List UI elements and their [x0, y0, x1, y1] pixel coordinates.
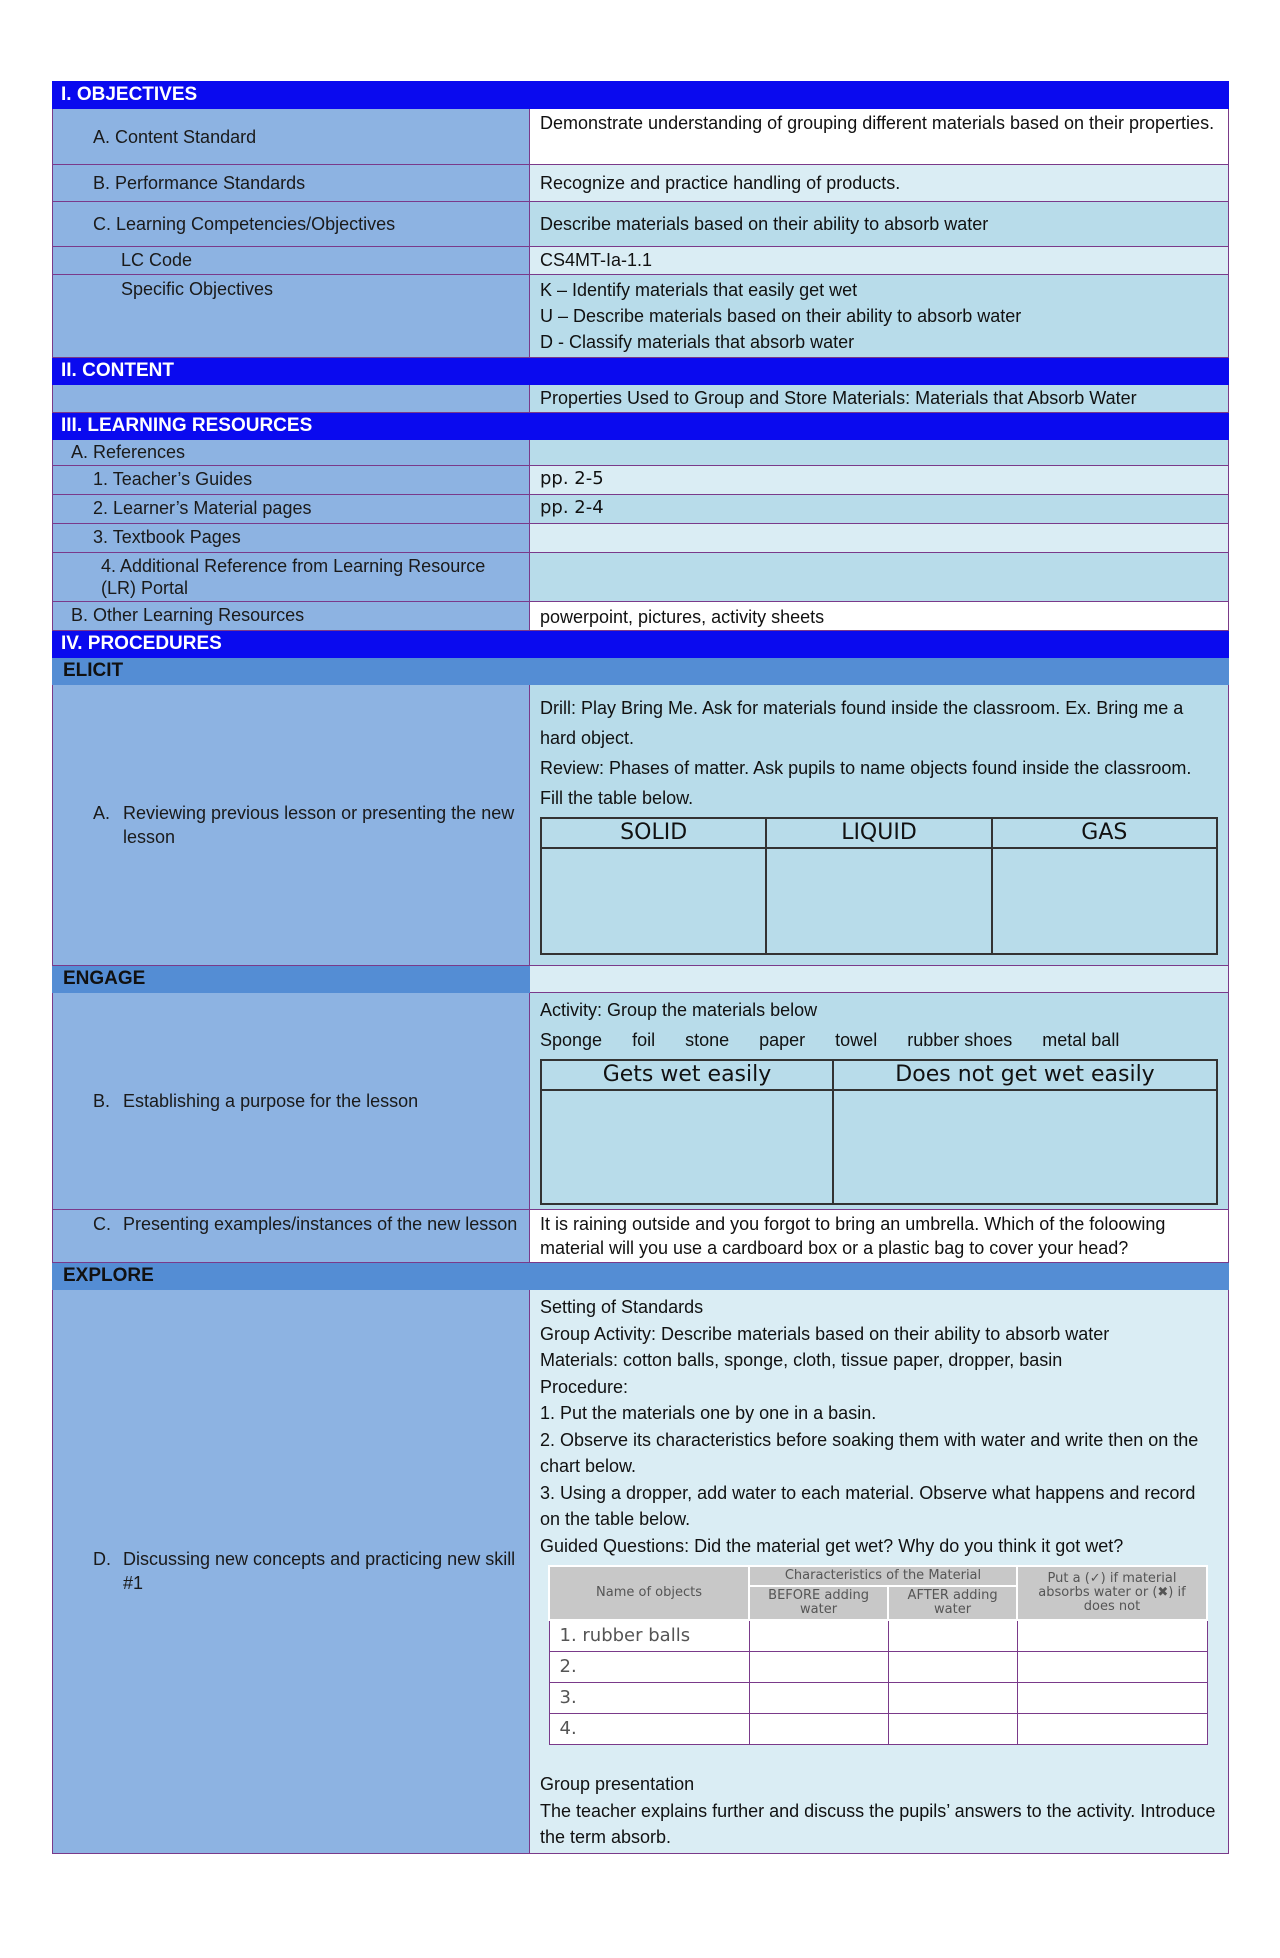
setting-standards: Setting of Standards	[540, 1297, 704, 1317]
references-value-empty	[530, 440, 1229, 466]
elicit-heading: ELICIT	[53, 658, 1229, 685]
engage-c-label	[53, 1210, 530, 1263]
row-content	[53, 385, 1229, 413]
procedure-label: Procedure:	[540, 1376, 629, 1397]
chart-row	[549, 1620, 1207, 1652]
material-item: Sponge	[540, 1030, 603, 1050]
lesson-plan-document	[52, 81, 1228, 1854]
chart-row	[549, 1714, 1207, 1745]
chart-before-header: BEFORE adding water	[749, 1586, 888, 1620]
review-text: Review: Phases of matter. Ask pupils to name objects found inside the classroom. Fill the table below.	[540, 758, 1192, 808]
chart-row-label: 2.	[549, 1652, 749, 1683]
elicit-a-number: A.	[93, 803, 111, 823]
specific-objectives-label: Specific Objectives	[53, 275, 530, 358]
material-item: rubber shoes	[907, 1030, 1013, 1050]
row-textbook-pages	[53, 524, 1229, 553]
learning-competencies-value: Describe materials based on their ability to absorb water	[530, 202, 1229, 247]
explore-d-text: Discussing new concepts and practicing new skill #1	[123, 1549, 516, 1594]
chart-name-header: Name of objects	[549, 1566, 749, 1620]
row-lc-code	[53, 247, 1229, 275]
additional-reference-label: 4. Additional Reference from Learning Resource (LR) Portal	[53, 553, 530, 602]
row-learning-competencies	[53, 202, 1229, 247]
textbook-pages-value	[530, 524, 1229, 553]
engage-header-empty	[530, 966, 1229, 993]
teachers-guides-label: 1. Teacher’s Guides	[53, 466, 530, 495]
procedure-step-2: 2. Observe its characteristics before soaking them with water and write then on the chart below.	[540, 1429, 1199, 1476]
elicit-a-content	[530, 685, 1229, 966]
materials-list	[540, 1025, 1218, 1055]
engage-b-text: Establishing a purpose for the lesson	[123, 1091, 419, 1111]
objective-doing: D - Classify materials that absorb water	[540, 332, 855, 352]
elicit-a-label	[53, 685, 530, 966]
row-teachers-guides	[53, 466, 1229, 495]
elicit-header-row	[53, 658, 1229, 685]
chart-row-label: 3.	[549, 1683, 749, 1714]
textbook-pages-label: 3. Textbook Pages	[53, 524, 530, 553]
row-references	[53, 440, 1229, 466]
solid-column-header: SOLID	[541, 818, 766, 848]
section-title: I. OBJECTIVES	[53, 82, 1229, 109]
phases-of-matter-table	[540, 817, 1218, 955]
chart-row	[549, 1652, 1207, 1683]
content-value: Properties Used to Group and Store Materials: Materials that Absorb Water	[530, 385, 1229, 413]
row-engage-b	[53, 993, 1229, 1210]
row-performance-standards	[53, 165, 1229, 202]
chart-row	[549, 1683, 1207, 1714]
chart-row-label: 4.	[549, 1714, 749, 1745]
liquid-answer-cell	[766, 848, 991, 954]
gas-column-header: GAS	[992, 818, 1217, 848]
section-content-header	[53, 358, 1229, 385]
learners-material-value: pp. 2-4	[530, 495, 1229, 524]
learners-material-label: 2. Learner’s Material pages	[53, 495, 530, 524]
drill-text: Drill: Play Bring Me. Ask for materials found inside the classroom. Ex. Bring me a hard object.	[540, 698, 1184, 748]
guided-questions: Guided Questions: Did the material get wet? Why do you think it got wet?	[540, 1535, 1124, 1556]
gets-wet-cell	[541, 1090, 833, 1204]
performance-standards-value: Recognize and practice handling of products.	[530, 165, 1229, 202]
material-item: metal ball	[1042, 1030, 1120, 1050]
references-label: A. References	[53, 440, 530, 466]
objective-knowledge: K – Identify materials that easily get wet	[540, 280, 858, 300]
explore-d-content	[530, 1290, 1229, 1854]
gas-answer-cell	[992, 848, 1217, 954]
procedure-step-1: 1. Put the materials one by one in a basin.	[540, 1403, 877, 1423]
absorption-chart-image	[548, 1565, 1208, 1745]
additional-reference-value	[530, 553, 1229, 602]
content-label-empty	[53, 385, 530, 413]
engage-b-label	[53, 993, 530, 1210]
row-elicit-a	[53, 685, 1229, 966]
row-learners-material	[53, 495, 1229, 524]
chart-characteristics-header: Characteristics of the Material	[749, 1566, 1017, 1586]
not-wet-cell	[833, 1090, 1217, 1204]
materials-text: Materials: cotton balls, sponge, cloth, tissue paper, dropper, basin	[540, 1350, 1063, 1370]
learning-competencies-label: C. Learning Competencies/Objectives	[53, 202, 530, 247]
group-presentation: Group presentation	[540, 1774, 695, 1794]
explore-heading: EXPLORE	[53, 1263, 1229, 1290]
engage-b-number: B.	[93, 1091, 111, 1111]
procedure-step-3: 3. Using a dropper, add water to each material. Observe what happens and record on the table below.	[540, 1482, 1196, 1529]
row-other-resources	[53, 602, 1229, 631]
engage-c-number: C.	[93, 1214, 111, 1234]
explore-d-number: D.	[93, 1549, 111, 1570]
row-specific-objectives	[53, 275, 1229, 358]
teacher-explanation: The teacher explains further and discuss the pupils’ answers to the activity. Introduce the term absorb.	[540, 1800, 1216, 1847]
objective-understanding: U – Describe materials based on their ability to absorb water	[540, 306, 1022, 326]
liquid-column-header: LIQUID	[766, 818, 991, 848]
chart-after-header: AFTER adding water	[888, 1586, 1017, 1620]
elicit-a-text: Reviewing previous lesson or presenting the new lesson	[123, 803, 515, 847]
teachers-guides-value: pp. 2-5	[530, 466, 1229, 495]
engage-c-text: Presenting examples/instances of the new lesson	[123, 1214, 518, 1234]
wet-grouping-table	[540, 1059, 1218, 1205]
performance-standards-label: B. Performance Standards	[53, 165, 530, 202]
engage-b-content	[530, 993, 1229, 1210]
explore-d-label	[53, 1290, 530, 1854]
other-resources-label: B. Other Learning Resources	[53, 602, 530, 631]
material-item: foil	[632, 1030, 656, 1050]
content-standard-label: A. Content Standard	[53, 109, 530, 165]
row-engage-c	[53, 1210, 1229, 1263]
row-content-standard	[53, 109, 1229, 165]
gets-wet-header: Gets wet easily	[541, 1060, 833, 1090]
specific-objectives-list	[530, 275, 1229, 358]
not-wet-header: Does not get wet easily	[833, 1060, 1217, 1090]
section-procedures-header	[53, 631, 1229, 658]
lesson-plan-table	[52, 81, 1229, 1854]
content-standard-value: Demonstrate understanding of grouping different materials based on their properties.	[530, 109, 1229, 165]
section-objectives-header	[53, 82, 1229, 109]
lc-code-value: CS4MT-Ia-1.1	[530, 247, 1229, 275]
section-title: IV. PROCEDURES	[53, 631, 1229, 658]
engage-c-value: It is raining outside and you forgot to bring an umbrella. Which of the foloowing material will you use a cardboard box or a plastic bag to cover your head?	[530, 1210, 1229, 1263]
other-resources-value: powerpoint, pictures, activity sheets	[530, 602, 1229, 631]
row-explore-d	[53, 1290, 1229, 1854]
section-title: II. CONTENT	[53, 358, 1229, 385]
activity-text: Activity: Group the materials below	[540, 1000, 818, 1020]
material-item: paper	[759, 1030, 806, 1050]
material-item: towel	[835, 1030, 878, 1050]
group-activity: Group Activity: Describe materials based on their ability to absorb water	[540, 1323, 1110, 1344]
section-learning-resources-header	[53, 413, 1229, 440]
chart-check-header: Put a (✓) if material absorbs water or (✖) if does not	[1017, 1566, 1207, 1620]
explore-header-row	[53, 1263, 1229, 1290]
chart-row-label: 1. rubber balls	[549, 1620, 749, 1652]
engage-header-row	[53, 966, 1229, 993]
engage-heading: ENGAGE	[53, 966, 530, 993]
material-item: stone	[685, 1030, 730, 1050]
row-additional-reference	[53, 553, 1229, 602]
solid-answer-cell	[541, 848, 766, 954]
section-title: III. LEARNING RESOURCES	[53, 413, 1229, 440]
lc-code-label: LC Code	[53, 247, 530, 275]
